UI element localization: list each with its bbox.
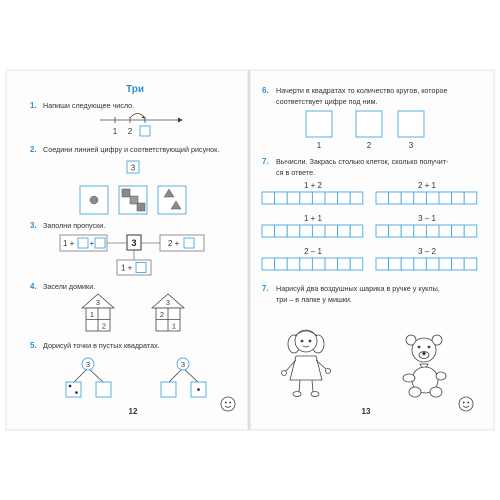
numberline-label-1: 1 — [112, 127, 118, 136]
color-cell[interactable] — [350, 192, 363, 204]
dot-icon — [69, 385, 72, 388]
expression: 2 + 1 — [417, 181, 437, 190]
color-cell[interactable] — [401, 225, 414, 237]
house-2-cell: 1 — [171, 321, 177, 331]
tree-1-root-number: 3 — [85, 360, 91, 369]
task-4-number: 4. — [30, 282, 37, 291]
house-1-cell: 1 — [89, 310, 95, 319]
color-cell[interactable] — [262, 225, 275, 237]
color-cell[interactable] — [325, 192, 338, 204]
expression: 1 + 2 — [303, 181, 323, 190]
color-cell[interactable] — [389, 225, 402, 237]
expression: 3 – 1 — [418, 214, 436, 223]
fill-bottom-blank[interactable] — [136, 263, 146, 273]
color-cell[interactable] — [414, 258, 427, 270]
match-digit: 3 — [130, 163, 136, 173]
page-number-left: 12 — [128, 407, 138, 416]
color-cell[interactable] — [287, 192, 300, 204]
color-cell[interactable] — [426, 192, 439, 204]
page-number-right: 13 — [361, 407, 371, 416]
color-cell[interactable] — [376, 258, 389, 270]
smiley-icon — [459, 397, 473, 411]
dots-square-empty[interactable] — [161, 382, 176, 397]
task-1-number: 1. — [30, 101, 37, 110]
color-cell[interactable] — [389, 192, 402, 204]
task-2-number: 2. — [30, 145, 37, 154]
color-cell[interactable] — [426, 258, 439, 270]
fill-right-frame — [160, 235, 204, 251]
dots-square-empty[interactable] — [96, 382, 111, 397]
color-cell[interactable] — [464, 225, 477, 237]
color-cell[interactable] — [452, 225, 465, 237]
fill-left-blank-2[interactable] — [95, 238, 105, 248]
color-cell[interactable] — [452, 192, 465, 204]
square-label: 1 — [316, 141, 322, 150]
fill-left-plus: + — [89, 239, 95, 248]
task-6-text-line1: Начерти в квадратах то количество кругов, которое — [276, 86, 448, 95]
color-cell[interactable] — [464, 258, 477, 270]
expression: 1 + 1 — [303, 214, 323, 223]
square-icon — [122, 189, 130, 197]
square-icon — [137, 203, 145, 211]
house-2-roof-number: 3 — [166, 300, 170, 307]
color-cell[interactable] — [275, 258, 288, 270]
fill-right-term: 2 + — [168, 239, 180, 248]
color-cell[interactable] — [464, 192, 477, 204]
color-cell[interactable] — [338, 225, 351, 237]
dots-square-filled — [66, 382, 81, 397]
color-cell[interactable] — [376, 225, 389, 237]
task-7-text-line2: ся в ответе. — [276, 168, 316, 177]
square-label: 3 — [408, 141, 414, 150]
task-6-number: 6. — [262, 86, 269, 95]
numberline-label-2: 2 — [127, 127, 133, 136]
house-1-roof-number: 3 — [96, 300, 100, 307]
answer-box[interactable] — [140, 126, 150, 136]
fill-left-blank-1[interactable] — [78, 238, 88, 248]
expression: 2 – 1 — [304, 247, 322, 256]
dot-icon — [197, 388, 200, 391]
smiley-icon — [221, 397, 235, 411]
task-2-text: Соедини линией цифру и соответствующий рисунок. — [43, 145, 220, 154]
color-cell[interactable] — [350, 258, 363, 270]
color-cell[interactable] — [312, 192, 325, 204]
draw-square-1[interactable] — [306, 111, 332, 137]
color-cell[interactable] — [300, 258, 313, 270]
color-cell[interactable] — [376, 192, 389, 204]
color-cell[interactable] — [414, 225, 427, 237]
color-cell[interactable] — [312, 258, 325, 270]
task-7-number: 7. — [262, 157, 269, 166]
color-cell[interactable] — [401, 192, 414, 204]
color-cell[interactable] — [389, 258, 402, 270]
color-cell[interactable] — [338, 258, 351, 270]
draw-square-3[interactable] — [398, 111, 424, 137]
square-label: 2 — [366, 141, 372, 150]
task-3-text: Заполни пропуски. — [43, 221, 106, 230]
task-1-text: Напиши следующее число. — [43, 101, 135, 110]
task-8-number: 7. — [262, 284, 269, 293]
task-5-text: Дорисуй точки в пустых квадратах. — [43, 341, 160, 350]
color-cell[interactable] — [275, 192, 288, 204]
color-cell[interactable] — [300, 192, 313, 204]
task-8-text-line1: Нарисуй два воздушных шарика в ручке у куклы, — [276, 284, 440, 293]
color-cell[interactable] — [325, 225, 338, 237]
house-1-cell: 2 — [101, 321, 107, 331]
color-cell[interactable] — [262, 258, 275, 270]
task-4-text: Засели домики. — [43, 282, 96, 291]
color-cell[interactable] — [275, 225, 288, 237]
task-3-number: 3. — [30, 221, 37, 230]
page-title: Три — [126, 84, 144, 95]
picture-card-triangles[interactable] — [158, 186, 186, 214]
color-cell[interactable] — [439, 225, 452, 237]
color-cell[interactable] — [287, 225, 300, 237]
fill-right-blank[interactable] — [184, 238, 194, 248]
fill-center-value: 3 — [131, 238, 137, 248]
task-8-text-line2: три – в лапке у мишки. — [276, 295, 352, 304]
task-5-number: 5. — [30, 341, 37, 350]
color-cell[interactable] — [439, 258, 452, 270]
color-cell[interactable] — [439, 192, 452, 204]
color-cell[interactable] — [287, 258, 300, 270]
color-cell[interactable] — [300, 225, 313, 237]
fill-bottom-term: 1 + — [121, 263, 133, 273]
color-cell[interactable] — [401, 258, 414, 270]
color-cell[interactable] — [414, 192, 427, 204]
grey-circle-icon — [90, 196, 98, 204]
dot-icon — [75, 391, 78, 394]
color-cell[interactable] — [452, 258, 465, 270]
fill-left-term: 1 + — [63, 239, 75, 248]
expression: 3 – 2 — [418, 247, 436, 256]
color-cell[interactable] — [262, 192, 275, 204]
color-cell[interactable] — [426, 225, 439, 237]
draw-square-2[interactable] — [356, 111, 382, 137]
task-7-text-line1: Вычисли. Закрась столько клеток, сколько получит- — [276, 157, 449, 166]
color-cell[interactable] — [312, 225, 325, 237]
task-6-text-line2: соответствует цифре под ним. — [276, 97, 378, 106]
color-cell[interactable] — [338, 192, 351, 204]
color-cell[interactable] — [350, 225, 363, 237]
color-cell[interactable] — [325, 258, 338, 270]
tree-2-root-number: 3 — [180, 360, 186, 369]
house-2-cell: 2 — [159, 310, 165, 319]
